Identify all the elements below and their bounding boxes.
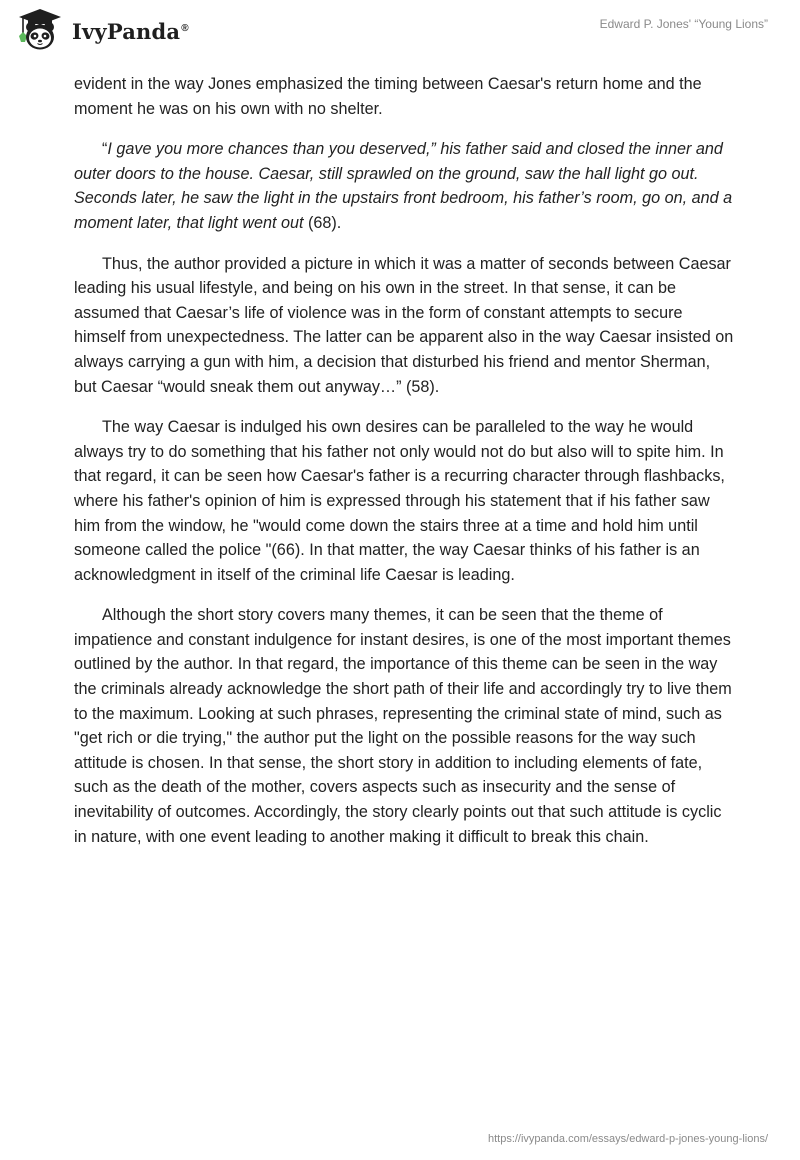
- document-title: Edward P. Jones' “Young Lions”: [599, 17, 768, 31]
- page-header: [0, 0, 800, 60]
- paragraph: Although the short story covers many themes, it can be seen that the theme of impatience and constant indulgence for instant desires, is one of the most important themes outlined by the author. In that regard, the importance of this theme can be seen in the way the criminals already acknowledge the short path of their life and accordingly try to live them to the maximum. Looking at such phrases, representing the criminal state of mind, such as "get rich or die trying," the author put the light on the possible reasons for the way such attitude is chosen. In that sense, the short story in addition to including elements of fate, such as the death of the mother, covers aspects such as insecurity and the sense of inevitability of outcomes. Accordingly, the story clearly points out that such attitude is cyclic in nature, with one event leading to another making it difficult to break this chain.: [74, 606, 732, 846]
- ivypanda-logo[interactable]: [14, 8, 189, 52]
- logo-wordmark: [72, 19, 189, 44]
- panda-graduate-icon: [14, 8, 66, 52]
- quote-open-mark: “: [102, 140, 108, 159]
- paragraph: Thus, the author provided a picture in which it was a matter of seconds between Caesar leading his usual lifestyle, and being on his own in the street. In that sense, it can be assumed that Caesar’s life of violence was in the form of constant attempts to secure himself from unexpectedness. The latter can be apparent also in the way Caesar insisted on always carrying a gun with him, a decision that disturbed his friend and mentor Sherman, but Caesar “would sneak them out anyway…” (58).: [74, 254, 734, 396]
- logo-name: IvyPanda: [72, 18, 181, 44]
- source-url[interactable]: https://ivypanda.com/essays/edward-p-jones-young-lions/: [487, 1133, 768, 1145]
- registered-mark: ®: [181, 22, 189, 34]
- block-quote: [74, 137, 734, 235]
- paragraph: The way Caesar is indulged his own desires can be paralleled to the way he would always try to do something that his father not only would not do but also will to spite him. In that regard, it can be seen how Caesar's father is a recurring character through flashbacks, where his father's opinion of him is expressed through his statement that if his father saw him from the window, he "would come down the stairs three at a time and hold him until someone called the police "(66). In that matter, the way Caesar thinks of his father is an acknowledgment in itself of the criminal life Caesar is leading.: [74, 418, 725, 584]
- quote-citation: (68).: [303, 213, 342, 232]
- quote-text: I gave you more chances than you deserved,” his father said and closed the inner and outer doors to the house. Caesar, still sprawled on the ground, saw the hall light go out. Seconds later, he saw the light in the upstairs front bedroom, his father’s room, go on, and a moment later, that light went out: [74, 140, 733, 232]
- essay-body: [74, 72, 734, 865]
- paragraph-continuation: evident in the way Jones emphasized the timing between Caesar's return home and the moment he was on his own with no shelter.: [74, 75, 702, 118]
